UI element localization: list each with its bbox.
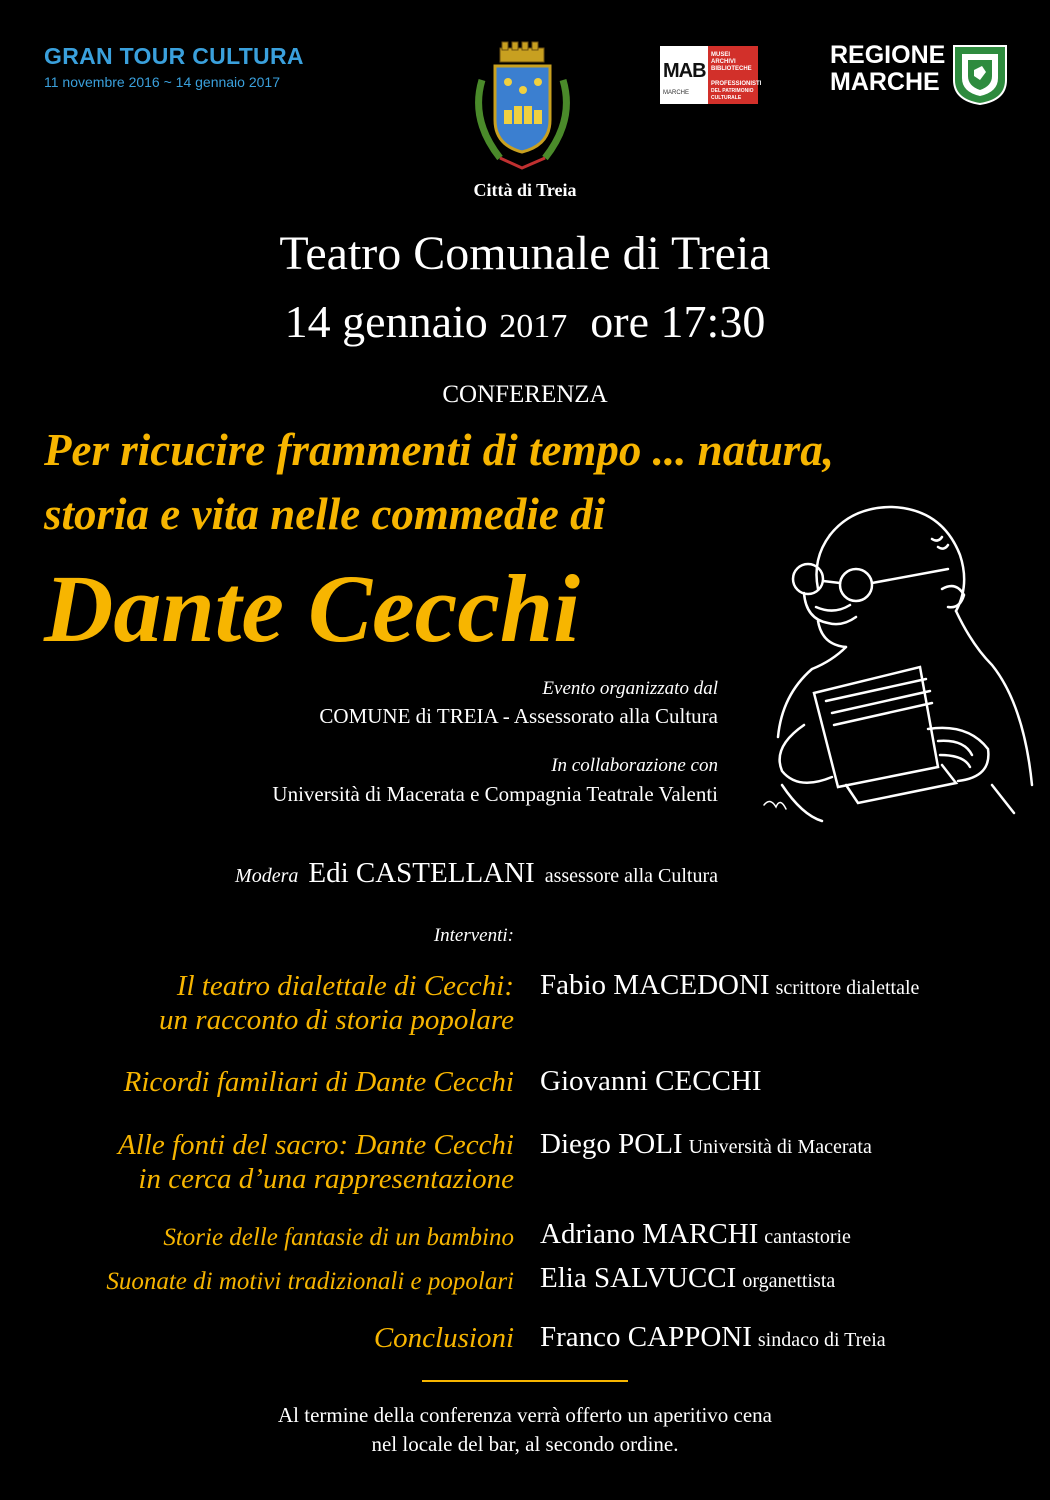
talk-title-line: Alle fonti del sacro: Dante Cecchi [118, 1129, 514, 1161]
speaker-name: Giovanni CECCHI [540, 1065, 762, 1097]
date-day: 14 gennaio [284, 296, 488, 347]
talk-title-line: Ricordi familiari di Dante Cecchi [123, 1066, 514, 1098]
speaker-role: organettista [742, 1270, 836, 1292]
moderator-role: assessore alla Cultura [544, 865, 718, 887]
speaker-name: Fabio MACEDONI [540, 969, 770, 1001]
talk-title-line: Suonate di motivi tradizionali e popolari [106, 1268, 514, 1295]
moderator-name: Edi CASTELLANI [308, 857, 535, 889]
speaker-role: sindaco di Treia [757, 1329, 886, 1351]
mab-logo-text: MAB [663, 60, 706, 82]
mab-logo-tagline: MARCHE [663, 90, 690, 96]
talk-speaker [540, 1262, 835, 1295]
date-year: 2017 [499, 308, 568, 345]
talk-title [159, 969, 514, 1037]
organizer-value: COMUNE di TREIA - Assessorato alla Cultura [319, 704, 718, 728]
interventi-label: Interventi: [433, 925, 514, 946]
speaker-role: Università di Macerata [688, 1136, 872, 1158]
speaker-role: scrittore dialettale [775, 977, 920, 999]
event-type: CONFERENZA [442, 381, 608, 408]
event-title-line2: storia e vita nelle commedie di [44, 489, 606, 539]
talk-title [106, 1265, 514, 1299]
mab-line: BIBLIOTECHE [711, 66, 752, 72]
moderator-label: Modera [235, 865, 299, 887]
city-name: Città di Treia [473, 180, 577, 200]
organizer-label: Evento organizzato dal [542, 678, 718, 699]
moderator-line [235, 857, 718, 890]
collaboration-label: In collaborazione con [551, 755, 718, 776]
speaker-name: Diego POLI [540, 1128, 683, 1160]
speaker-name: Elia SALVUCCI [540, 1262, 737, 1294]
mab-logo [660, 46, 762, 104]
caricature-illustration [742, 485, 1042, 855]
talk-title-line: Conclusioni [373, 1322, 514, 1354]
event-time: ore 17:30 [590, 296, 766, 347]
talk-title [124, 1065, 514, 1099]
regione-marche-logo-text [830, 42, 948, 96]
city-crest-logo [460, 40, 585, 180]
venue: Teatro Comunale di Treia [279, 227, 771, 280]
footer-line2: nel locale del bar, al secondo ordine. [371, 1432, 679, 1456]
event-title-line1: Per ricucire frammenti di tempo ... natura, [44, 425, 835, 475]
footer-line1: Al termine della conferenza verrà offerto un aperitivo cena [277, 1403, 773, 1427]
mab-line: ARCHIVI [711, 59, 736, 65]
talk-title [118, 1128, 514, 1196]
speaker-role: cantastorie [764, 1226, 851, 1248]
speaker-name: Adriano MARCHI [540, 1218, 759, 1250]
talk-speaker [540, 1321, 886, 1354]
regione-line2: MARCHE [830, 68, 940, 96]
talk-title-line: Il teatro dialettale di Cecchi: [176, 970, 514, 1002]
talk-title [374, 1321, 514, 1355]
collaboration-value: Università di Macerata e Compagnia Teatrale Valenti [272, 782, 718, 806]
speaker-name: Franco CAPPONI [540, 1321, 752, 1353]
talk-title [163, 1221, 514, 1255]
mab-line: MUSEI [711, 52, 731, 58]
tour-title: GRAN TOUR CULTURA [44, 43, 304, 69]
talk-title-line: un racconto di storia popolare [159, 1004, 514, 1036]
talk-speaker [540, 969, 919, 1002]
talk-title-line: Storie delle fantasie di un bambino [163, 1224, 514, 1251]
mab-line: PROFESSIONISTI [711, 81, 762, 87]
talk-speaker [540, 1128, 872, 1161]
regione-marche-emblem-icon [952, 44, 1008, 106]
regione-line1: REGIONE [830, 41, 946, 69]
divider [422, 1380, 628, 1382]
talk-speaker [540, 1065, 762, 1098]
event-title-name: Dante Cecchi [44, 555, 580, 662]
mab-line: DEL PATRIMONIO CULTURALE [711, 88, 754, 101]
date-line [0, 295, 1050, 348]
talk-speaker [540, 1218, 851, 1251]
talk-title-line: in cerca d’una rappresentazione [138, 1163, 514, 1195]
tour-dates: 11 novembre 2016 ~ 14 gennaio 2017 [44, 74, 280, 90]
